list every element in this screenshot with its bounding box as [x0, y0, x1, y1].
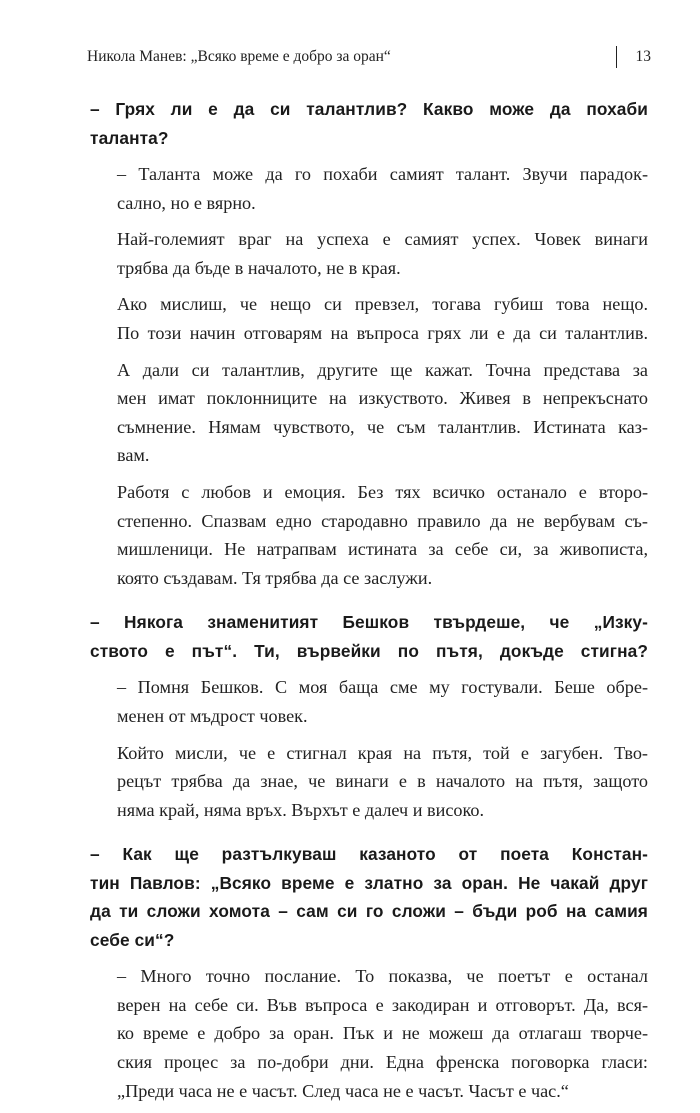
text-line: – Как ще разтълкуваш казаното от поета Констан-: [90, 844, 648, 865]
text-line: рецът трябва да знае, че винаги е в началото на пътя, защото: [117, 771, 648, 792]
page-number: 13: [635, 48, 651, 65]
text-line: – Таланта може да го похаби самият талант. Звучи парадок-: [117, 164, 648, 184]
running-title: Никола Манев: „Всяко време е добро за оран“: [87, 48, 391, 65]
text-line: – Помня Бешков. С моя баща сме му гостували. Беше обре-: [117, 677, 648, 698]
text-line: да ти сложи хомота – сам си го сложи – бъди роб на самия: [90, 901, 648, 922]
text-line: Който мисли, че е стигнал края на пътя, той е загубен. Тво-: [117, 742, 648, 763]
paragraph: [90, 225, 648, 282]
paragraph: [90, 356, 648, 470]
question-1: [90, 95, 648, 152]
text-line: менен от мъдрост човек.: [117, 705, 308, 726]
paragraph: [90, 673, 648, 730]
text-line: тин Павлов: „Всяко време е златно за оран. Не чакай друг: [90, 872, 648, 893]
question-3: [90, 840, 648, 954]
text-line: вам.: [117, 445, 150, 466]
text-line: която създавам. Тя трябва да се заслужи.: [117, 567, 433, 588]
page-body: [90, 95, 648, 1113]
text-line: А дали си талантлив, другите ще кажат. Точна представа за: [117, 359, 648, 380]
text-line: ството е път“. Ти, вървейки по пътя, докъде стигна?: [90, 640, 648, 661]
text-line: Най-големият враг на успеха е самият успех. Човек винаги: [117, 229, 648, 250]
paragraph: [90, 962, 648, 1105]
text-line: ския процес за по-добри дни. Една френска поговорка гласи:: [117, 1052, 648, 1073]
paragraph: [90, 478, 648, 592]
text-line: – Грях ли е да си талантлив? Какво може да похаби: [90, 99, 648, 119]
text-line: съмнение. Нямам чувството, че съм талантлив. Истината каз-: [117, 416, 648, 437]
paragraph: [90, 290, 648, 347]
text-line: трябва да бъде в началото, не в края.: [117, 257, 401, 278]
page-header: [87, 46, 651, 70]
paragraph: [90, 739, 648, 825]
text-line: Работя с любов и емоция. Без тях всичко останало е второ-: [117, 481, 648, 502]
header-divider: [616, 46, 618, 68]
text-line: степенно. Спазвам едно стародавно правило да не вербувам съ-: [117, 510, 648, 531]
text-line: „Преди часа не е часът. След часа не е часът. Часът е час.“: [117, 1080, 569, 1101]
text-line: ко време е добро за оран. Пък и не можеш да отлагаш творче-: [117, 1023, 648, 1044]
paragraph: [90, 160, 648, 217]
text-line: – Някога знаменитият Бешков твърдеше, че „Изку-: [90, 612, 648, 633]
text-line: мен имат поклонниците на изкуството. Живея в непрекъснато: [117, 388, 648, 409]
text-line: сално, но е вярно.: [117, 192, 256, 213]
text-line: – Много точно послание. То показва, че поетът е останал: [117, 966, 648, 987]
text-line: себе си“?: [90, 929, 175, 950]
text-line: верен на себе си. Във въпроса е закодиран и отговорът. Да, вся-: [117, 994, 648, 1015]
text-line: няма край, няма връх. Върхът е далеч и високо.: [117, 799, 485, 820]
text-line: мишленици. Не натрапвам истината за себе си, за живописта,: [117, 539, 648, 560]
text-line: таланта?: [90, 127, 169, 148]
text-line: Ако мислиш, че нещо си превзел, тогава губиш това нещо.: [117, 294, 648, 315]
question-2: [90, 608, 648, 665]
text-line: По този начин отговарям на въпроса грях ли е да си талантлив.: [117, 322, 648, 343]
